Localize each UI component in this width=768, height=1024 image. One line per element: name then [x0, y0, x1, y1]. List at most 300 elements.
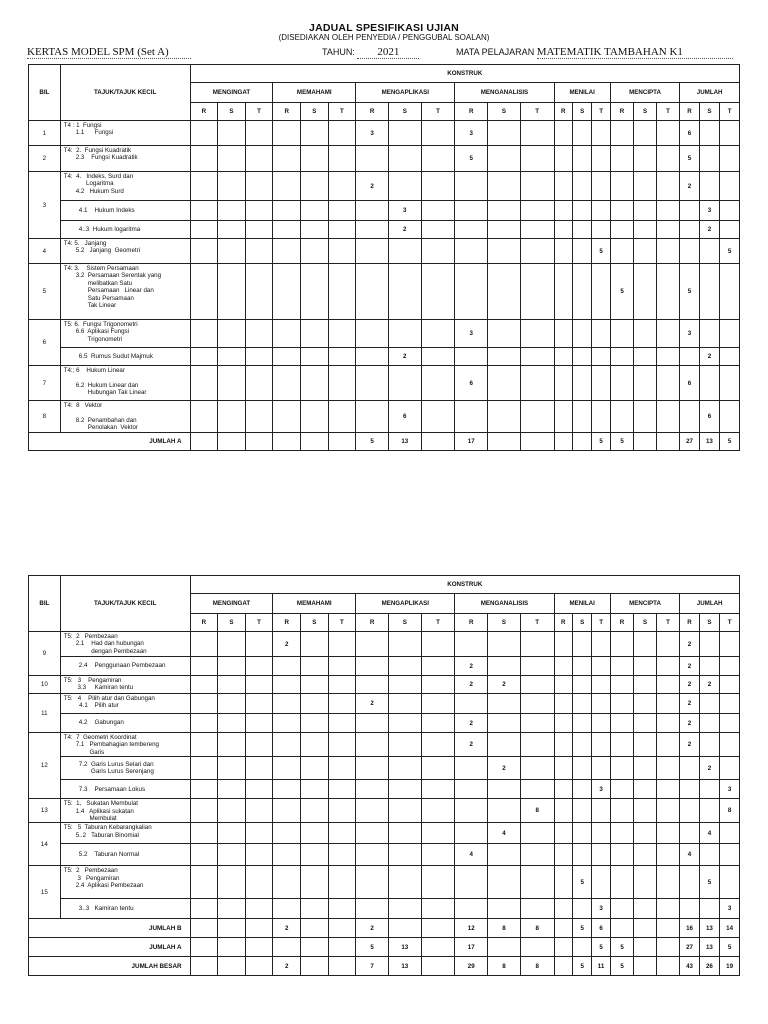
- cell-empty: [245, 146, 273, 172]
- rst-header: S: [572, 103, 591, 121]
- cell-empty: [218, 799, 246, 823]
- cell-empty: [554, 899, 572, 919]
- cell-empty: [656, 320, 680, 348]
- cell-empty: [356, 733, 389, 757]
- cell-empty: [699, 844, 719, 866]
- cell-empty: [218, 348, 246, 366]
- cell-empty: [488, 239, 521, 264]
- cell-empty: [328, 733, 356, 757]
- topic-cell: T5: 1, Sukatan Membulat 1.4 Aplikasi sukatan Membulat: [60, 799, 190, 823]
- cell-empty: [421, 799, 455, 823]
- cell-empty: [634, 632, 656, 657]
- cell-value: 5: [592, 938, 610, 957]
- cell-empty: [218, 657, 246, 676]
- rst-header: T: [720, 103, 740, 121]
- cell-empty: [656, 121, 680, 146]
- cell-empty: [554, 676, 572, 694]
- cell-empty: [610, 714, 634, 733]
- cell-empty: [300, 733, 328, 757]
- rst-header: S: [634, 614, 656, 632]
- cell-empty: [388, 676, 421, 694]
- cell-empty: [699, 714, 719, 733]
- cell-empty: [421, 657, 455, 676]
- cell-empty: [388, 239, 421, 264]
- cell-empty: [421, 844, 455, 866]
- topic-cell: T4: 2. Fungsi Kuadratik 2.3 Fungsi Kuadratik: [60, 146, 190, 172]
- bil-cell: 15: [29, 866, 61, 919]
- cell-value: 5: [610, 432, 634, 450]
- cell-empty: [421, 432, 455, 450]
- cell-empty: [328, 844, 356, 866]
- cell-empty: [273, 172, 301, 201]
- table-row: [29, 366, 740, 401]
- table-row: [29, 757, 740, 780]
- cell-value: 3: [455, 320, 488, 348]
- cell-empty: [720, 632, 740, 657]
- cell-empty: [699, 799, 719, 823]
- topic-cell: T5: 5 Taburan Kebarangkalian 5..2 Taburan Binomial: [60, 823, 190, 844]
- cell-empty: [656, 401, 680, 433]
- cell-empty: [554, 938, 572, 957]
- rst-header: R: [273, 614, 301, 632]
- cell-empty: [245, 657, 273, 676]
- level-header: MENGANALISIS: [455, 594, 554, 614]
- cell-empty: [455, 239, 488, 264]
- topic-cell: 4.1 Hukum Indeks: [60, 201, 190, 221]
- cell-empty: [300, 201, 328, 221]
- cell-value: 4: [455, 844, 488, 866]
- cell-empty: [680, 221, 699, 239]
- table-row: [29, 657, 740, 676]
- topic-cell: T5: 6. Fungsi Trigonometri 6.6 Aplikasi Fungsi Trigonometri: [60, 320, 190, 348]
- cell-empty: [190, 172, 218, 201]
- cell-empty: [328, 348, 356, 366]
- rst-header: T: [328, 103, 356, 121]
- konstruk-header: KONSTRUK: [190, 65, 739, 83]
- cell-empty: [592, 121, 610, 146]
- cell-empty: [190, 899, 218, 919]
- cell-empty: [218, 676, 246, 694]
- cell-empty: [421, 221, 455, 239]
- rst-header: S: [488, 614, 521, 632]
- table-row: [29, 172, 740, 201]
- cell-empty: [245, 172, 273, 201]
- rst-header: R: [356, 103, 389, 121]
- cell-empty: [273, 366, 301, 401]
- cell-value: 2: [488, 757, 521, 780]
- cell-empty: [190, 714, 218, 733]
- table-row: [29, 866, 740, 899]
- cell-empty: [245, 676, 273, 694]
- cell-empty: [554, 432, 572, 450]
- cell-value: 2: [680, 676, 699, 694]
- cell-empty: [656, 757, 680, 780]
- cell-empty: [720, 172, 740, 201]
- cell-empty: [680, 757, 699, 780]
- cell-empty: [328, 866, 356, 899]
- cell-empty: [610, 694, 634, 714]
- total-row: [29, 957, 740, 976]
- total-label: JUMLAH A: [29, 938, 191, 957]
- cell-empty: [488, 938, 521, 957]
- cell-empty: [554, 657, 572, 676]
- cell-empty: [554, 694, 572, 714]
- cell-empty: [388, 919, 421, 938]
- cell-empty: [720, 264, 740, 320]
- cell-empty: [680, 866, 699, 899]
- cell-empty: [488, 320, 521, 348]
- cell-empty: [610, 823, 634, 844]
- cell-empty: [300, 757, 328, 780]
- table-row: [29, 264, 740, 320]
- rst-header: T: [421, 614, 455, 632]
- cell-empty: [656, 919, 680, 938]
- cell-value: 2: [455, 676, 488, 694]
- cell-empty: [218, 899, 246, 919]
- cell-empty: [328, 938, 356, 957]
- cell-empty: [218, 264, 246, 320]
- cell-empty: [356, 899, 389, 919]
- cell-empty: [592, 201, 610, 221]
- bil-header: BIL: [29, 576, 61, 632]
- rst-header: T: [245, 103, 273, 121]
- cell-empty: [421, 172, 455, 201]
- cell-empty: [273, 146, 301, 172]
- cell-empty: [273, 264, 301, 320]
- cell-empty: [520, 938, 554, 957]
- cell-empty: [634, 957, 656, 976]
- level-header: MENILAI: [554, 594, 610, 614]
- cell-empty: [610, 401, 634, 433]
- cell-empty: [388, 823, 421, 844]
- cell-empty: [421, 264, 455, 320]
- cell-empty: [634, 221, 656, 239]
- cell-empty: [520, 366, 554, 401]
- rst-header: R: [455, 103, 488, 121]
- cell-empty: [273, 733, 301, 757]
- cell-empty: [592, 676, 610, 694]
- cell-empty: [488, 866, 521, 899]
- cell-empty: [554, 172, 572, 201]
- cell-empty: [388, 366, 421, 401]
- cell-empty: [592, 264, 610, 320]
- rst-header: R: [610, 614, 634, 632]
- cell-empty: [300, 366, 328, 401]
- cell-empty: [421, 919, 455, 938]
- cell-empty: [488, 348, 521, 366]
- subject-field: [456, 46, 733, 62]
- cell-empty: [572, 121, 591, 146]
- topic-cell: 7.3 Persamaan Lokus: [60, 780, 190, 799]
- cell-empty: [720, 844, 740, 866]
- bil-cell: 14: [29, 823, 61, 866]
- cell-empty: [300, 899, 328, 919]
- cell-empty: [455, 264, 488, 320]
- cell-empty: [520, 714, 554, 733]
- cell-empty: [610, 632, 634, 657]
- cell-empty: [273, 657, 301, 676]
- cell-empty: [634, 694, 656, 714]
- cell-empty: [656, 899, 680, 919]
- cell-empty: [273, 320, 301, 348]
- cell-empty: [190, 221, 218, 239]
- cell-empty: [245, 632, 273, 657]
- cell-empty: [356, 239, 389, 264]
- cell-empty: [421, 733, 455, 757]
- cell-empty: [592, 366, 610, 401]
- cell-value: 8: [488, 957, 521, 976]
- cell-empty: [218, 320, 246, 348]
- cell-empty: [572, 899, 591, 919]
- cell-empty: [328, 757, 356, 780]
- topic-cell: 7.2 Garis Lurus Selari dan Garis Lurus Serenjang: [60, 757, 190, 780]
- cell-empty: [218, 694, 246, 714]
- cell-empty: [520, 201, 554, 221]
- cell-empty: [421, 201, 455, 221]
- cell-empty: [554, 823, 572, 844]
- cell-empty: [300, 714, 328, 733]
- cell-empty: [699, 264, 719, 320]
- cell-empty: [388, 733, 421, 757]
- rst-header: R: [190, 614, 218, 632]
- cell-empty: [218, 146, 246, 172]
- cell-empty: [488, 799, 521, 823]
- cell-empty: [218, 866, 246, 899]
- cell-value: 13: [388, 938, 421, 957]
- cell-empty: [328, 432, 356, 450]
- cell-empty: [421, 899, 455, 919]
- cell-value: 2: [699, 676, 719, 694]
- cell-empty: [218, 757, 246, 780]
- cell-value: 3: [592, 899, 610, 919]
- cell-empty: [488, 733, 521, 757]
- cell-empty: [455, 348, 488, 366]
- cell-empty: [300, 957, 328, 976]
- cell-empty: [592, 714, 610, 733]
- cell-value: 5: [572, 919, 591, 938]
- total-row: [29, 432, 740, 450]
- cell-empty: [699, 366, 719, 401]
- cell-empty: [455, 757, 488, 780]
- cell-empty: [554, 780, 572, 799]
- cell-value: 5: [720, 938, 740, 957]
- cell-empty: [680, 239, 699, 264]
- cell-empty: [218, 823, 246, 844]
- cell-empty: [455, 799, 488, 823]
- cell-empty: [455, 201, 488, 221]
- cell-empty: [245, 899, 273, 919]
- topic-cell: 3..3 Kamiran tentu: [60, 899, 190, 919]
- cell-value: 13: [388, 432, 421, 450]
- cell-empty: [720, 401, 740, 433]
- subject-value: MATEMATIK TAMBAHAN K1: [537, 46, 733, 59]
- cell-empty: [656, 201, 680, 221]
- cell-empty: [610, 320, 634, 348]
- cell-empty: [572, 146, 591, 172]
- cell-empty: [572, 799, 591, 823]
- cell-value: 2: [455, 657, 488, 676]
- cell-empty: [699, 172, 719, 201]
- cell-empty: [520, 221, 554, 239]
- cell-empty: [356, 799, 389, 823]
- rst-header: S: [699, 614, 719, 632]
- cell-empty: [190, 733, 218, 757]
- cell-value: 5: [356, 938, 389, 957]
- cell-empty: [245, 957, 273, 976]
- cell-empty: [218, 401, 246, 433]
- cell-empty: [554, 401, 572, 433]
- cell-empty: [572, 676, 591, 694]
- cell-value: 4: [488, 823, 521, 844]
- table-row: [29, 146, 740, 172]
- cell-empty: [572, 844, 591, 866]
- level-header: MEMAHAMI: [273, 594, 356, 614]
- cell-empty: [273, 201, 301, 221]
- cell-empty: [273, 676, 301, 694]
- cell-empty: [388, 172, 421, 201]
- table-row: [29, 401, 740, 433]
- rst-header: R: [190, 103, 218, 121]
- cell-empty: [356, 780, 389, 799]
- cell-empty: [720, 348, 740, 366]
- cell-empty: [421, 957, 455, 976]
- cell-empty: [455, 866, 488, 899]
- cell-value: 4: [680, 844, 699, 866]
- cell-empty: [300, 348, 328, 366]
- cell-value: 5: [610, 938, 634, 957]
- cell-empty: [520, 757, 554, 780]
- cell-value: 4: [699, 823, 719, 844]
- cell-empty: [592, 657, 610, 676]
- cell-empty: [300, 320, 328, 348]
- cell-empty: [190, 632, 218, 657]
- cell-empty: [592, 146, 610, 172]
- cell-empty: [488, 366, 521, 401]
- cell-empty: [520, 844, 554, 866]
- cell-empty: [699, 320, 719, 348]
- cell-value: 13: [699, 432, 719, 450]
- rst-header: T: [720, 614, 740, 632]
- cell-empty: [720, 121, 740, 146]
- cell-empty: [520, 348, 554, 366]
- cell-empty: [656, 799, 680, 823]
- cell-empty: [190, 844, 218, 866]
- topic-cell: T4 : 1 Fungsi 1.1 Fungsi: [60, 121, 190, 146]
- cell-empty: [388, 844, 421, 866]
- cell-empty: [610, 919, 634, 938]
- cell-empty: [554, 121, 572, 146]
- cell-empty: [218, 121, 246, 146]
- cell-value: 3: [388, 201, 421, 221]
- table-row: [29, 121, 740, 146]
- cell-value: 2: [455, 733, 488, 757]
- cell-empty: [273, 121, 301, 146]
- cell-empty: [610, 844, 634, 866]
- cell-empty: [720, 366, 740, 401]
- topic-cell: 5.2 Taburan Normal: [60, 844, 190, 866]
- paper-value: KERTAS MODEL SPM (Set A): [27, 46, 191, 59]
- cell-empty: [245, 694, 273, 714]
- cell-empty: [720, 657, 740, 676]
- rst-header: S: [488, 103, 521, 121]
- cell-empty: [273, 780, 301, 799]
- rst-header: S: [300, 103, 328, 121]
- cell-empty: [300, 866, 328, 899]
- table-row: [29, 899, 740, 919]
- cell-empty: [328, 221, 356, 239]
- cell-empty: [634, 239, 656, 264]
- cell-empty: [720, 757, 740, 780]
- cell-empty: [554, 919, 572, 938]
- cell-empty: [610, 366, 634, 401]
- cell-empty: [572, 780, 591, 799]
- cell-empty: [520, 733, 554, 757]
- cell-empty: [488, 899, 521, 919]
- cell-empty: [610, 239, 634, 264]
- rst-header: R: [680, 103, 699, 121]
- cell-empty: [190, 320, 218, 348]
- cell-value: 6: [455, 366, 488, 401]
- cell-empty: [634, 366, 656, 401]
- cell-value: 29: [455, 957, 488, 976]
- cell-empty: [572, 172, 591, 201]
- document-subtitle: (DISEDIAKAN OLEH PENYEDIA / PENGGUBAL SOALAN): [278, 33, 490, 42]
- rst-header: R: [273, 103, 301, 121]
- cell-empty: [572, 733, 591, 757]
- cell-empty: [328, 366, 356, 401]
- table-row: [29, 823, 740, 844]
- cell-empty: [572, 938, 591, 957]
- table-row: [29, 239, 740, 264]
- level-header: MENCIPTA: [610, 83, 680, 103]
- cell-empty: [592, 757, 610, 780]
- cell-empty: [245, 780, 273, 799]
- topic-cell: T4: 7 Geometri Koordinat 7.1 Pembahagian tembereng Garis: [60, 733, 190, 757]
- cell-empty: [328, 172, 356, 201]
- cell-empty: [388, 264, 421, 320]
- cell-empty: [421, 780, 455, 799]
- cell-empty: [356, 366, 389, 401]
- cell-empty: [680, 348, 699, 366]
- cell-value: 3: [720, 899, 740, 919]
- cell-empty: [190, 799, 218, 823]
- cell-empty: [273, 432, 301, 450]
- cell-empty: [554, 146, 572, 172]
- cell-empty: [421, 366, 455, 401]
- bil-cell: 1: [29, 121, 61, 146]
- cell-value: 17: [455, 938, 488, 957]
- cell-value: 6: [388, 401, 421, 433]
- cell-empty: [328, 146, 356, 172]
- cell-value: 6: [680, 121, 699, 146]
- cell-empty: [520, 694, 554, 714]
- cell-empty: [680, 799, 699, 823]
- cell-empty: [592, 172, 610, 201]
- cell-empty: [720, 866, 740, 899]
- cell-empty: [592, 632, 610, 657]
- cell-empty: [388, 866, 421, 899]
- cell-empty: [218, 733, 246, 757]
- cell-value: 7: [356, 957, 389, 976]
- rst-header: T: [520, 614, 554, 632]
- cell-empty: [273, 239, 301, 264]
- cell-empty: [634, 733, 656, 757]
- cell-empty: [245, 844, 273, 866]
- cell-empty: [300, 221, 328, 239]
- cell-empty: [421, 401, 455, 433]
- cell-empty: [592, 694, 610, 714]
- cell-empty: [455, 694, 488, 714]
